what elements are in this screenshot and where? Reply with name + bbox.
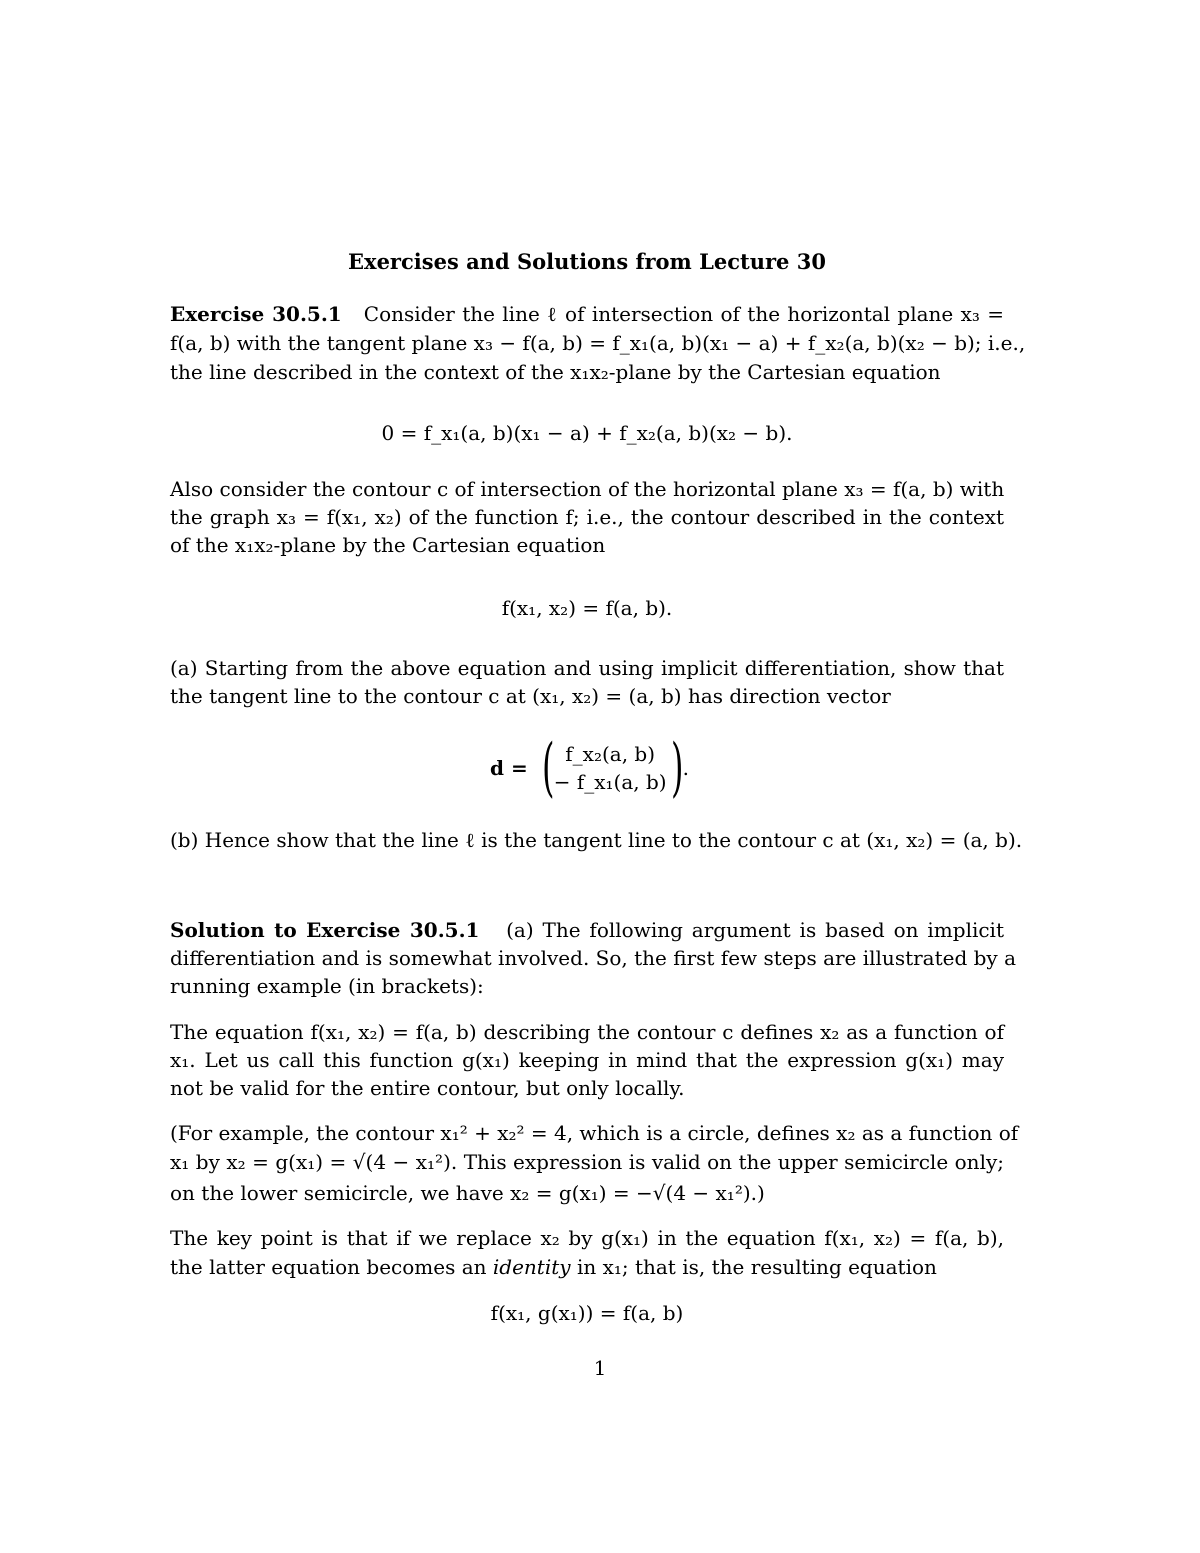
- identity-emphasis: identity: [492, 1255, 571, 1279]
- page-number: 1: [593, 1356, 607, 1380]
- vector-entries: [554, 740, 667, 796]
- solution-para2-line-1: The equation f(x₁, x₂) = f(a, b) describing the contour c defines x₂ as a function of: [170, 1020, 1004, 1044]
- right-paren: ): [670, 731, 684, 805]
- exercise-para2-line-3: of the x₁x₂-plane by the Cartesian equation: [170, 533, 606, 557]
- exercise-line-2: f(a, b) with the tangent plane x₃ − f(a, b) = f_x₁(a, b)(x₁ − a) + f_x₂(a, b)(x₂ − b); i.e.,: [170, 331, 1026, 355]
- exercise-line-3: the line described in the context of the x₁x₂-plane by the Cartesian equation: [170, 360, 941, 384]
- solution-line-3: running example (in brackets):: [170, 974, 484, 998]
- vector-lhs: d =: [490, 756, 528, 780]
- document-title: Exercises and Solutions from Lecture 30: [348, 249, 826, 274]
- part-b: (b) Hence show that the line ℓ is the tangent line to the contour c at (x₁, x₂) = (a, b).: [170, 828, 1023, 852]
- solution-heading: Solution to Exercise 30.5.1: [170, 918, 480, 942]
- solution-para3-line-3: on the lower semicircle, we have x₂ = g(x₁) = −√(4 − x₁²).): [170, 1181, 765, 1205]
- solution-para4-line-2: [170, 1255, 1004, 1279]
- vector-entry-bottom: − f_x₁(a, b): [553, 770, 667, 794]
- exercise-para2-line-1: Also consider the contour c of intersection of the horizontal plane x₃ = f(a, b) with: [170, 477, 1005, 501]
- part-a-line-1: (a) Starting from the above equation and using implicit differentiation, show that: [170, 656, 1004, 680]
- direction-vector: [490, 731, 689, 805]
- equation-1: 0 = f_x₁(a, b)(x₁ − a) + f_x₂(a, b)(x₂ − b).: [381, 421, 793, 445]
- exercise-line-1: [170, 302, 1004, 326]
- solution-para4-line-1: The key point is that if we replace x₂ by g(x₁) in the equation f(x₁, x₂) = f(a, b),: [170, 1226, 1004, 1250]
- exercise-text-1: Consider the line ℓ of intersection of the horizontal plane x₃ =: [363, 302, 1004, 326]
- vector-entry-top: f_x₂(a, b): [565, 742, 656, 766]
- equation-3: f(x₁, g(x₁)) = f(a, b): [490, 1301, 684, 1325]
- solution-para2-line-2: x₁. Let us call this function g(x₁) keeping in mind that the expression g(x₁) may: [170, 1048, 1004, 1072]
- para4-line2-post: in x₁; that is, the resulting equation: [576, 1255, 937, 1279]
- solution-para3-line-2: x₁ by x₂ = g(x₁) = √(4 − x₁²). This expression is valid on the upper semicircle only;: [170, 1150, 1004, 1174]
- solution-line-2: differentiation and is somewhat involved. So, the first few steps are illustrated by a: [170, 946, 1017, 970]
- solution-text-1: (a) The following argument is based on implicit: [506, 918, 1004, 942]
- para4-line2-pre: the latter equation becomes an: [170, 1255, 487, 1279]
- equation-2: f(x₁, x₂) = f(a, b).: [501, 596, 673, 620]
- left-paren: (: [541, 731, 555, 805]
- exercise-para2-line-2: the graph x₃ = f(x₁, x₂) of the function f; i.e., the contour described in the context: [170, 505, 1004, 529]
- solution-para3-line-1: (For example, the contour x₁² + x₂² = 4, which is a circle, defines x₂ as a function of: [170, 1121, 1019, 1145]
- solution-line-1: [170, 918, 1004, 942]
- part-a-line-2: the tangent line to the contour c at (x₁, x₂) = (a, b) has direction vector: [170, 684, 891, 708]
- exercise-heading: Exercise 30.5.1: [170, 302, 342, 326]
- vector-end: .: [682, 756, 689, 780]
- solution-para2-line-3: not be valid for the entire contour, but only locally.: [170, 1076, 685, 1100]
